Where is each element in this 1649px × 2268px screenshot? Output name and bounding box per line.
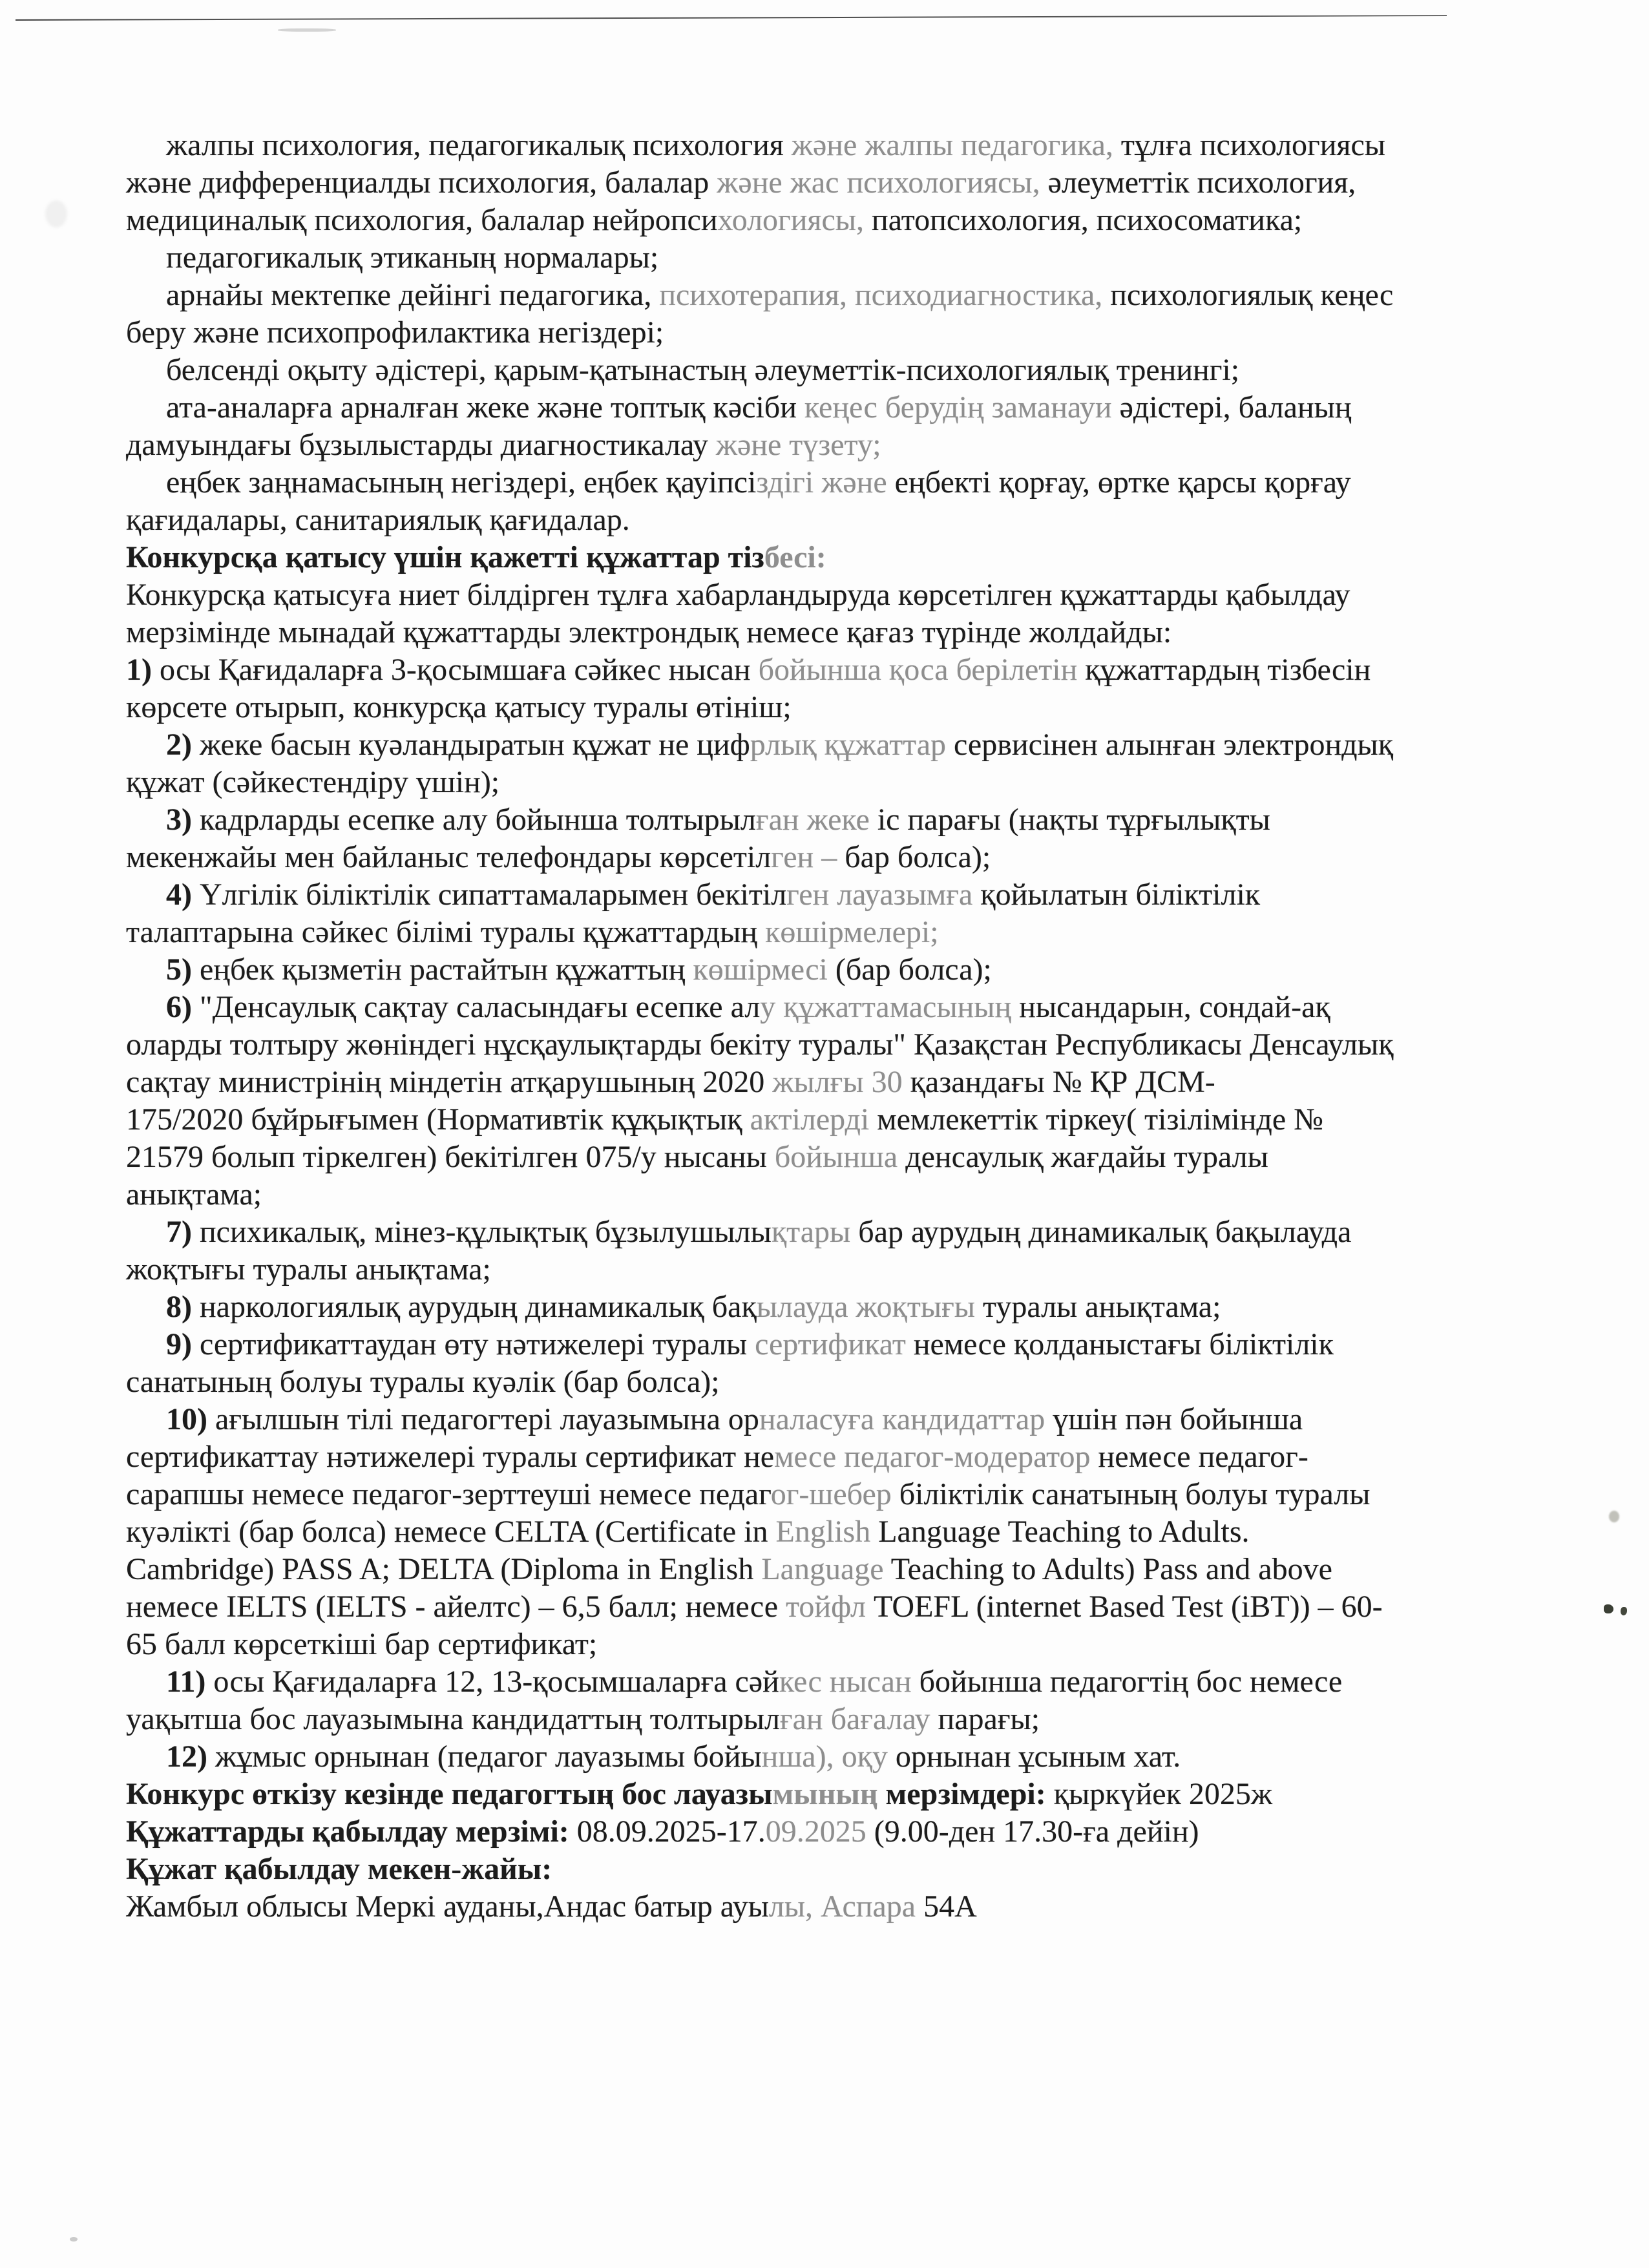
text-segment: жоқтығы туралы анықтама; [126,1252,491,1286]
text-line [126,951,1560,989]
text-segment: English [775,1515,871,1549]
text-segment: психикалық, мінез-құлықтық бұзылушылы [191,1215,772,1249]
text-segment: санатының болуы туралы куәлік (бар болса); [126,1365,720,1399]
text-line [126,202,1560,239]
text-segment: медициналық психология, балалар нейропси [126,203,718,237]
text-segment: әдістері, баланың [1111,390,1352,425]
text-line [126,989,1560,1026]
text-segment: еңбек заңнамасының негіздері, еңбек қауіпсі [166,465,757,499]
text-line [126,764,1560,801]
text-segment: 54А [916,1889,977,1924]
bold-text-segment: бесі: [764,540,826,574]
text-segment: TOEFL (internet Based Test (iBT)) – 60- [865,1590,1383,1624]
text-segment: 08.09.2025-17. [569,1814,766,1849]
bold-text-segment: 6) [166,990,192,1024]
text-segment: қазандағы № ҚР ДСМ- [902,1065,1215,1099]
scan-smudge [45,200,67,227]
text-segment: белсенді оқыту әдістері, қарым-қатынастың әлеуметтік-психологиялық тренингі; [166,353,1240,387]
text-segment: жеке басын куәландыратын құжат не циф [191,728,750,762]
text-segment: сертификат [755,1327,906,1361]
bold-text-segment: 11) [166,1664,206,1699]
text-segment: және жалпы педагогика, [791,128,1113,162]
text-line [126,1401,1560,1438]
text-segment: (9.00-ден 17.30-ға дейін) [866,1814,1199,1849]
text-segment: және түзету; [715,428,881,462]
text-segment: немесе IELTS (IELTS - айелтс) – 6,5 балл; немесе [126,1590,786,1624]
ink-speck [1604,1604,1613,1613]
text-line [126,1026,1560,1064]
text-segment: көшірмелері; [765,915,939,949]
text-segment: жұмыс орнынан (педагог лауазымы бойы [207,1739,762,1774]
text-segment: ылауда жоқтығы [756,1290,976,1324]
bold-text-segment: 4) [166,877,192,912]
text-line [126,1363,1560,1401]
text-line [126,726,1560,764]
text-segment: туралы анықтама; [975,1290,1221,1324]
text-segment: еңбек қызметін растайтын құжаттың [191,952,693,987]
text-segment: ген – [771,840,837,874]
bold-text-segment: 2) [166,728,192,762]
text-segment: хологиясы, [717,203,865,237]
text-line [126,314,1560,352]
text-segment: және жас психологиясы, [717,165,1040,200]
text-line [126,277,1560,314]
text-segment: іс парағы (нақты тұрғылықты [869,803,1270,837]
text-line [126,914,1560,951]
text-segment: ған жеке [755,803,870,837]
text-segment: Жамбыл облысы Меркі ауданы,Андас батыр ауы [126,1889,769,1924]
text-segment: кадрларды есепке алу бойынша толтырыл [191,803,756,837]
text-segment: (бар болса); [827,952,992,987]
text-segment: мемлекеттік тіркеу( тізілімінде № [869,1102,1323,1137]
text-line [126,1213,1560,1251]
text-segment: талаптарына сәйкес білімі туралы құжаттардың [126,915,766,949]
text-segment: у құжаттамасының [760,990,1012,1024]
text-segment: 09.2025 [765,1814,867,1849]
text-segment: 175/2020 бұйрығымен (Нормативтік құқықтық [126,1102,750,1137]
text-segment: 21579 болып тіркелген) бекітілген 075/у нысаны [126,1140,775,1174]
text-segment: бар аурудың динамикалық бақылауда [850,1215,1352,1249]
text-segment: бойынша қоса берілетін [758,653,1078,687]
text-line [126,876,1560,914]
text-segment: арнайы мектепке дейінгі педагогика, [166,278,660,312]
bold-text-segment: мының [772,1777,878,1811]
text-segment: нысандарын, сондай-ақ [1011,990,1330,1024]
text-segment: денсаулық жағдайы туралы [898,1140,1268,1174]
text-segment: кес нысан [779,1664,912,1699]
text-segment: лы, Аспара [768,1889,916,1924]
text-segment: Конкурсқа қатысуға ниет білдірген тұлға хабарландыруда көрсетілген құжаттарды қабылдау [126,578,1350,612]
text-segment: беру және психопрофилактика негіздері; [126,315,664,350]
line-vacancy-term [126,1776,1560,1813]
text-segment: рлық құжаттар [750,728,947,762]
text-segment: ген лауазымға [786,877,973,912]
bold-text-segment: 12) [166,1739,207,1774]
text-line [126,576,1560,614]
line-address [126,1888,1560,1926]
text-segment: әлеуметтік психология, [1040,165,1356,200]
text-segment: оларды толтыру жөніндегі нұсқаулықтарды бекіту туралы" Қазақстан Республикасы Денсаулық [126,1027,1394,1062]
text-segment: сертификаттау нәтижелері туралы сертификат не [126,1440,775,1474]
text-segment: қыркүйек 2025ж [1045,1777,1273,1811]
text-line [126,689,1560,726]
text-segment: наласуға кандидаттар [759,1402,1045,1436]
text-segment: қағидалары, санитариялық қағидалар. [126,503,630,537]
text-line [126,1513,1560,1551]
text-segment: Үлгілік біліктілік сипаттамаларымен бекітіл [191,877,787,912]
text-line [126,1551,1560,1588]
text-segment: тойфл [786,1590,866,1624]
text-segment: көшірмесі [693,952,828,987]
text-segment: анықтама; [126,1177,262,1212]
text-segment: здігі және [756,465,887,499]
text-segment: кеңес берудің заманауи [804,390,1112,425]
text-segment: тұлға психологиясы [1113,128,1386,162]
text-line [126,1701,1560,1738]
text-segment: наркологиялық аурудың динамикалық бақ [191,1290,757,1324]
text-segment: қтары [771,1215,851,1249]
text-segment: ған бағалау [779,1702,930,1736]
text-line [126,164,1560,202]
text-line [126,464,1560,501]
bold-text-segment: Конкурсқа қатысу үшін қажетті құжаттар тіз [126,540,764,574]
text-line [126,651,1560,689]
text-line [126,352,1560,389]
heading-acceptance-address [126,1851,1560,1888]
text-segment: немесе қолданыстағы біліктілік [905,1327,1334,1361]
text-segment: сертификаттаудан өту нәтижелері туралы [191,1327,755,1361]
ink-speck [70,2237,78,2242]
text-line [126,239,1560,277]
text-segment: сақтау министрінің міндетін атқарушының 2020 [126,1065,773,1099]
bold-text-segment: 5) [166,952,192,987]
text-segment: актілерді [750,1102,870,1137]
text-segment: жылғы 30 [772,1065,903,1099]
text-segment: осы Қағидаларға 3-қосымшаға сәйкес нысан [151,653,759,687]
text-segment: мекенжайы мен байланыс телефондары көрсетіл [126,840,772,874]
ink-speck [1621,1607,1627,1615]
text-line [126,1326,1560,1363]
text-segment: сервисінен алынған электрондық [946,728,1394,762]
text-line [126,389,1560,426]
text-segment: Language [761,1552,884,1586]
text-line [126,127,1560,164]
text-segment: еңбекті қорғау, өртке қарсы қорғау [887,465,1351,499]
bold-text-segment: 1) [126,653,152,687]
text-segment: сарапшы немесе педагог-зерттеуші немесе педаг [126,1477,771,1511]
bold-text-segment: 9) [166,1327,192,1361]
text-line [126,839,1560,876]
scan-artifact-top-line [16,15,1447,21]
text-segment: орнынан ұсыным хат. [887,1739,1181,1774]
text-line [126,801,1560,839]
text-segment: нша), оқу [761,1739,888,1774]
document-text [126,127,1560,1926]
text-segment: Cambridge) PASS A; DELTA (Diploma in English [126,1552,762,1586]
ink-speck [1609,1511,1619,1522]
text-segment: психологиялық кеңес [1102,278,1394,312]
text-segment: уақытша бос лауазымына кандидаттың толтырыл [126,1702,780,1736]
text-segment: осы Қағидаларға 12, 13-қосымшаларға сәй [205,1664,779,1699]
text-segment: 65 балл көрсеткіші бар сертификат; [126,1627,598,1661]
bold-text-segment: 3) [166,803,192,837]
text-segment: Teaching to Adults) Pass and above [883,1552,1332,1586]
text-segment: бойынша [774,1140,898,1174]
text-segment: құжат (сәйкестендіру үшін); [126,765,500,799]
text-segment: немесе педагог- [1090,1440,1308,1474]
text-line [126,1101,1560,1139]
bold-text-segment: Конкурс өткізу кезінде педагогтың бос лауазы [126,1777,773,1811]
text-line [126,1476,1560,1513]
text-segment: үшін пән бойынша [1045,1402,1303,1436]
text-segment: психотерапия, психодиагностика, [659,278,1103,312]
bold-text-segment: 8) [166,1290,192,1324]
text-line [126,1738,1560,1776]
bold-text-segment: 7) [166,1215,192,1249]
text-segment: педагогикалық этиканың нормалары; [166,240,659,275]
text-line [126,614,1560,651]
text-line [126,1176,1560,1213]
text-line [126,1663,1560,1701]
text-line [126,1626,1560,1663]
text-segment: Language Teaching to Adults. [870,1515,1250,1549]
text-segment: бар болса); [837,840,991,874]
text-segment: ағылшын тілі педагогтері лауазымына ор [207,1402,759,1436]
text-line [126,1588,1560,1626]
text-segment: парағы; [930,1702,1040,1736]
text-line [126,1438,1560,1476]
text-segment: ата-аналарға арналған жеке және топтық кәсіби [166,390,804,425]
bold-text-segment: Құжаттарды қабылдау мерзімі: [126,1814,569,1849]
text-segment: месе педагог-модератор [774,1440,1091,1474]
line-acceptance-period [126,1813,1560,1851]
text-segment: куәлікті (бар болса) немесе CELTA (Certificate in [126,1515,776,1549]
text-line [126,1288,1560,1326]
text-segment: жалпы психология, педагогикалық психология [166,128,792,162]
text-segment: дамуындағы бұзылыстарды диагностикалау [126,428,716,462]
text-segment: "Денсаулық сақтау саласындағы есепке ал [191,990,761,1024]
text-line [126,1251,1560,1288]
text-segment: ог-шебер [770,1477,892,1511]
bold-text-segment: Құжат қабылдау мекен-жайы: [126,1852,552,1886]
text-segment: және дифференциалды психология, балалар [126,165,717,200]
text-line [126,1139,1560,1176]
text-line [126,1064,1560,1101]
text-line [126,501,1560,539]
scan-speck [278,28,336,32]
text-segment: құжаттардың тізбесін [1077,653,1371,687]
text-segment: көрсете отырып, конкурсқа қатысу туралы өтініш; [126,690,792,724]
heading-documents-list [126,539,1560,576]
text-line [126,426,1560,464]
text-segment: біліктілік санатының болуы туралы [891,1477,1371,1511]
text-segment: патопсихология, психосоматика; [864,203,1303,237]
text-segment: бойынша педагогтің бос немесе [911,1664,1343,1699]
bold-text-segment: мерзімдері: [877,1777,1046,1811]
text-segment: қойылатын біліктілік [972,877,1261,912]
text-segment: мерзімінде мынадай құжаттарды электрондық немесе қағаз түрінде жолдайды: [126,615,1172,649]
bold-text-segment: 10) [166,1402,207,1436]
